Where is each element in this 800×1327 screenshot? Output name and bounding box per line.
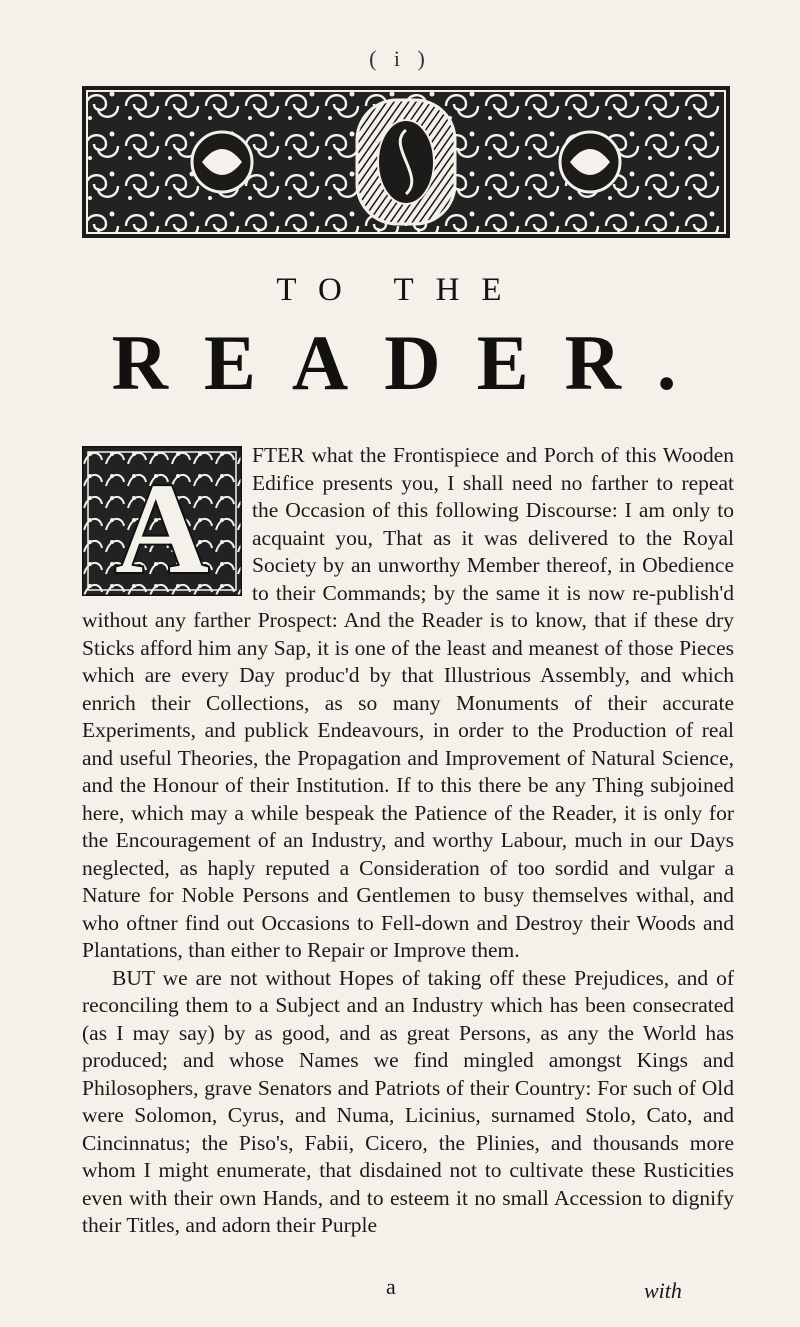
ornamental-headpiece xyxy=(82,86,730,238)
page-number: ( i ) xyxy=(369,46,431,71)
initial-letter: A xyxy=(115,457,209,596)
catchword: with xyxy=(644,1278,682,1303)
signature-mark: a xyxy=(386,1274,396,1299)
body-text xyxy=(82,442,734,1240)
heading-to-the: TO THE xyxy=(276,272,524,308)
heading-reader: READER. xyxy=(111,319,713,406)
paragraph-2: BUT we are not without Hopes of taking off these Prejudices, and of reconciling them to a Subject and an Industry which has been consecrated (as I may say) by as good, and as great Persons, as any the World has produced; and whose Names we find mingled amongst Kings and Philosophers, grave Senators and Patriots of their Country: For such of Old were Solomon, Cyrus, and Numa, Licinius, surnamed Stolo, Cato, and Cincinnatus; the Piso's, Fabii, Cicero, the Plinies, and thousands more whom I might enumerate, that disdained not to cultivate these Rusticities even with their own Hands, and to esteem it no small Accession to dignify their Titles, and adorn their Purple xyxy=(82,965,734,1237)
paragraph-1: FTER what the Frontispiece and Porch of this Wooden Edifice presents you, I shall need no farther to repeat the Occasion of this following Discourse: I am only to acquaint you, That as it was delivered to the Royal Society by an unworthy Member thereof, in Obedience to their Commands; by the same it is now re-publish'd without any farther Prospect: And the Reader is to know, that if these dry Sticks afford him any Sap, it is one of the least and meanest of those Pieces which are every Day produc'd by that Illustrious Assembly, and which enrich their Collections, as so many Monuments of their accurate Experiments, and publick Endeavours, in order to the Production of real and useful Theories, the Propagation and Improvement of Natural Science, and the Honour of their Institution. If to this there be any Thing subjoined here, which may a while bespeak the Patience of the Reader, it is only for the Encouragement of an Industry, and worthy Labour, much in our Days neglected, as haply reputed a Consideration of too sordid and vulgar a Nature for Noble Persons and Gentlemen to busy themselves withal, and who oftner find out Occasions to Fell-down and Destroy their Woods and Plantations, than either to Repair or Improve them. xyxy=(82,443,734,962)
